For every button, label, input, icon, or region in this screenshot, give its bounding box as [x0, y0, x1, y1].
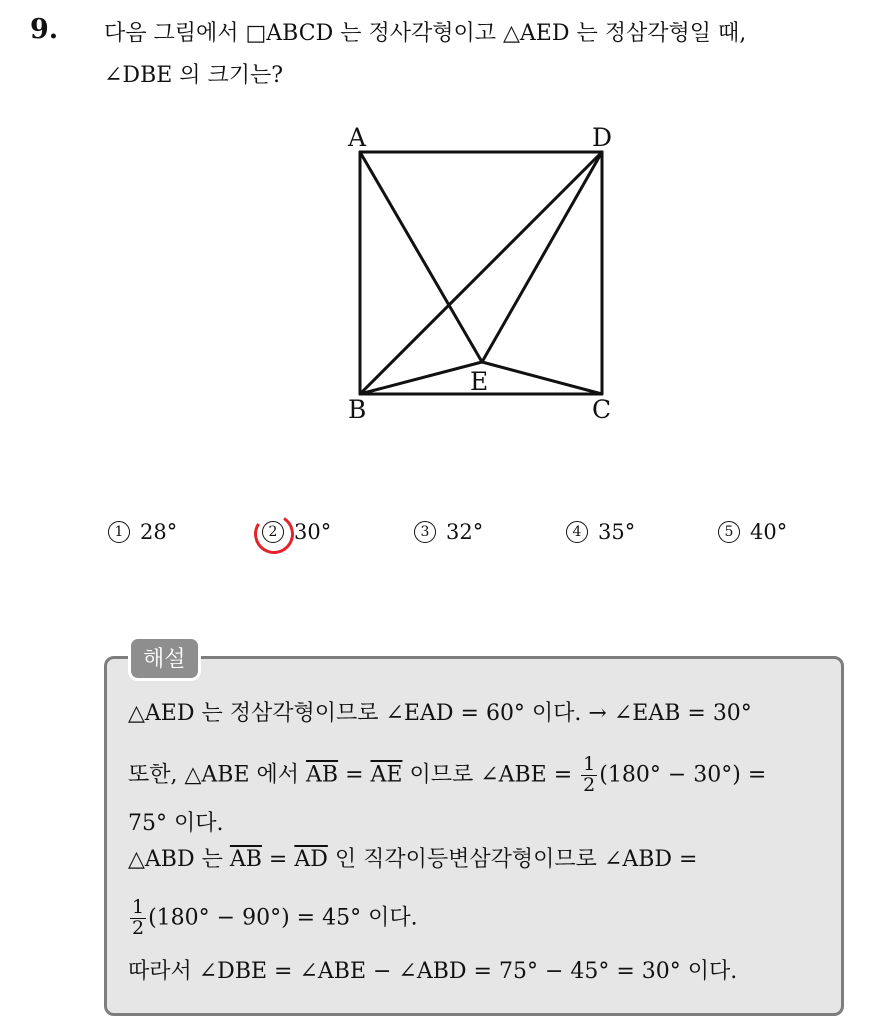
- choice-number: 4: [566, 521, 588, 543]
- segment-de: [482, 152, 602, 362]
- label-d: D: [592, 123, 613, 152]
- solution-tab: 해설: [128, 636, 201, 681]
- label-a: A: [348, 123, 367, 152]
- question-number: 9.: [30, 14, 59, 45]
- segment-be: [360, 362, 482, 394]
- choice-4[interactable]: [566, 520, 635, 544]
- solution-line-5: $\frac{1}{2}$ (180° − 90°) = 45° 이다.: [132, 896, 418, 939]
- choice-text: 28°: [140, 520, 178, 544]
- choice-5[interactable]: [718, 520, 787, 544]
- solution-line-3: 75° 이다.: [128, 811, 224, 836]
- question-text-line-1: 다음 그림에서 □ABCD 는 정사각형이고 △AED 는 정삼각형일 때,: [104, 21, 747, 46]
- choice-text: 30°: [294, 520, 332, 544]
- label-e: E: [470, 367, 489, 396]
- label-b: B: [348, 395, 367, 424]
- solution-line-2: 또한, △ABE 에서 $\overline{AB} = \overline{AE}$ 이므로 ∠ABE = $\frac{1}{2}$ (180° − 30°) =: [128, 753, 767, 796]
- choice-1[interactable]: [108, 520, 177, 544]
- fraction-one-half: $\frac{1}{2}$: [583, 753, 596, 796]
- question-text-line-2: ∠DBE 의 크기는?: [104, 63, 284, 88]
- choice-number: 1: [108, 521, 130, 543]
- choice-number: 2: [262, 521, 284, 543]
- segment-ad: $\overline{AD}$: [294, 847, 328, 872]
- segment-ae: $\overline{AE}$: [370, 762, 403, 788]
- choice-2[interactable]: [262, 520, 331, 544]
- choice-text: 35°: [598, 520, 636, 544]
- answer-choices: [0, 520, 884, 556]
- solution-line-1: △AED 는 정삼각형이므로 ∠EAD = 60° 이다. → ∠EAB = 30°: [128, 701, 752, 726]
- choice-3[interactable]: [414, 520, 483, 544]
- segment-ab: $\overline{AB}$: [306, 762, 339, 788]
- geometry-figure: [330, 120, 640, 430]
- choice-text: 32°: [446, 520, 484, 544]
- choice-number: 3: [414, 521, 436, 543]
- choice-number: 5: [718, 521, 740, 543]
- label-c: C: [592, 395, 612, 424]
- selected-answer-mark: [250, 510, 297, 557]
- segment-ae: [360, 152, 482, 362]
- fraction-one-half: $\frac{1}{2}$: [132, 896, 145, 939]
- segment-ce: [482, 362, 602, 394]
- solution-line-4: △ABD 는 $\overline{AB} = \overline{AD}$ 인 직각이등변삼각형이므로 ∠ABD =: [128, 847, 698, 872]
- segment-ab: $\overline{AB}$: [229, 847, 262, 872]
- solution-line-6: 따라서 ∠DBE = ∠ABE − ∠ABD = 75° − 45° = 30° 이다.: [128, 959, 738, 984]
- choice-text: 40°: [750, 520, 788, 544]
